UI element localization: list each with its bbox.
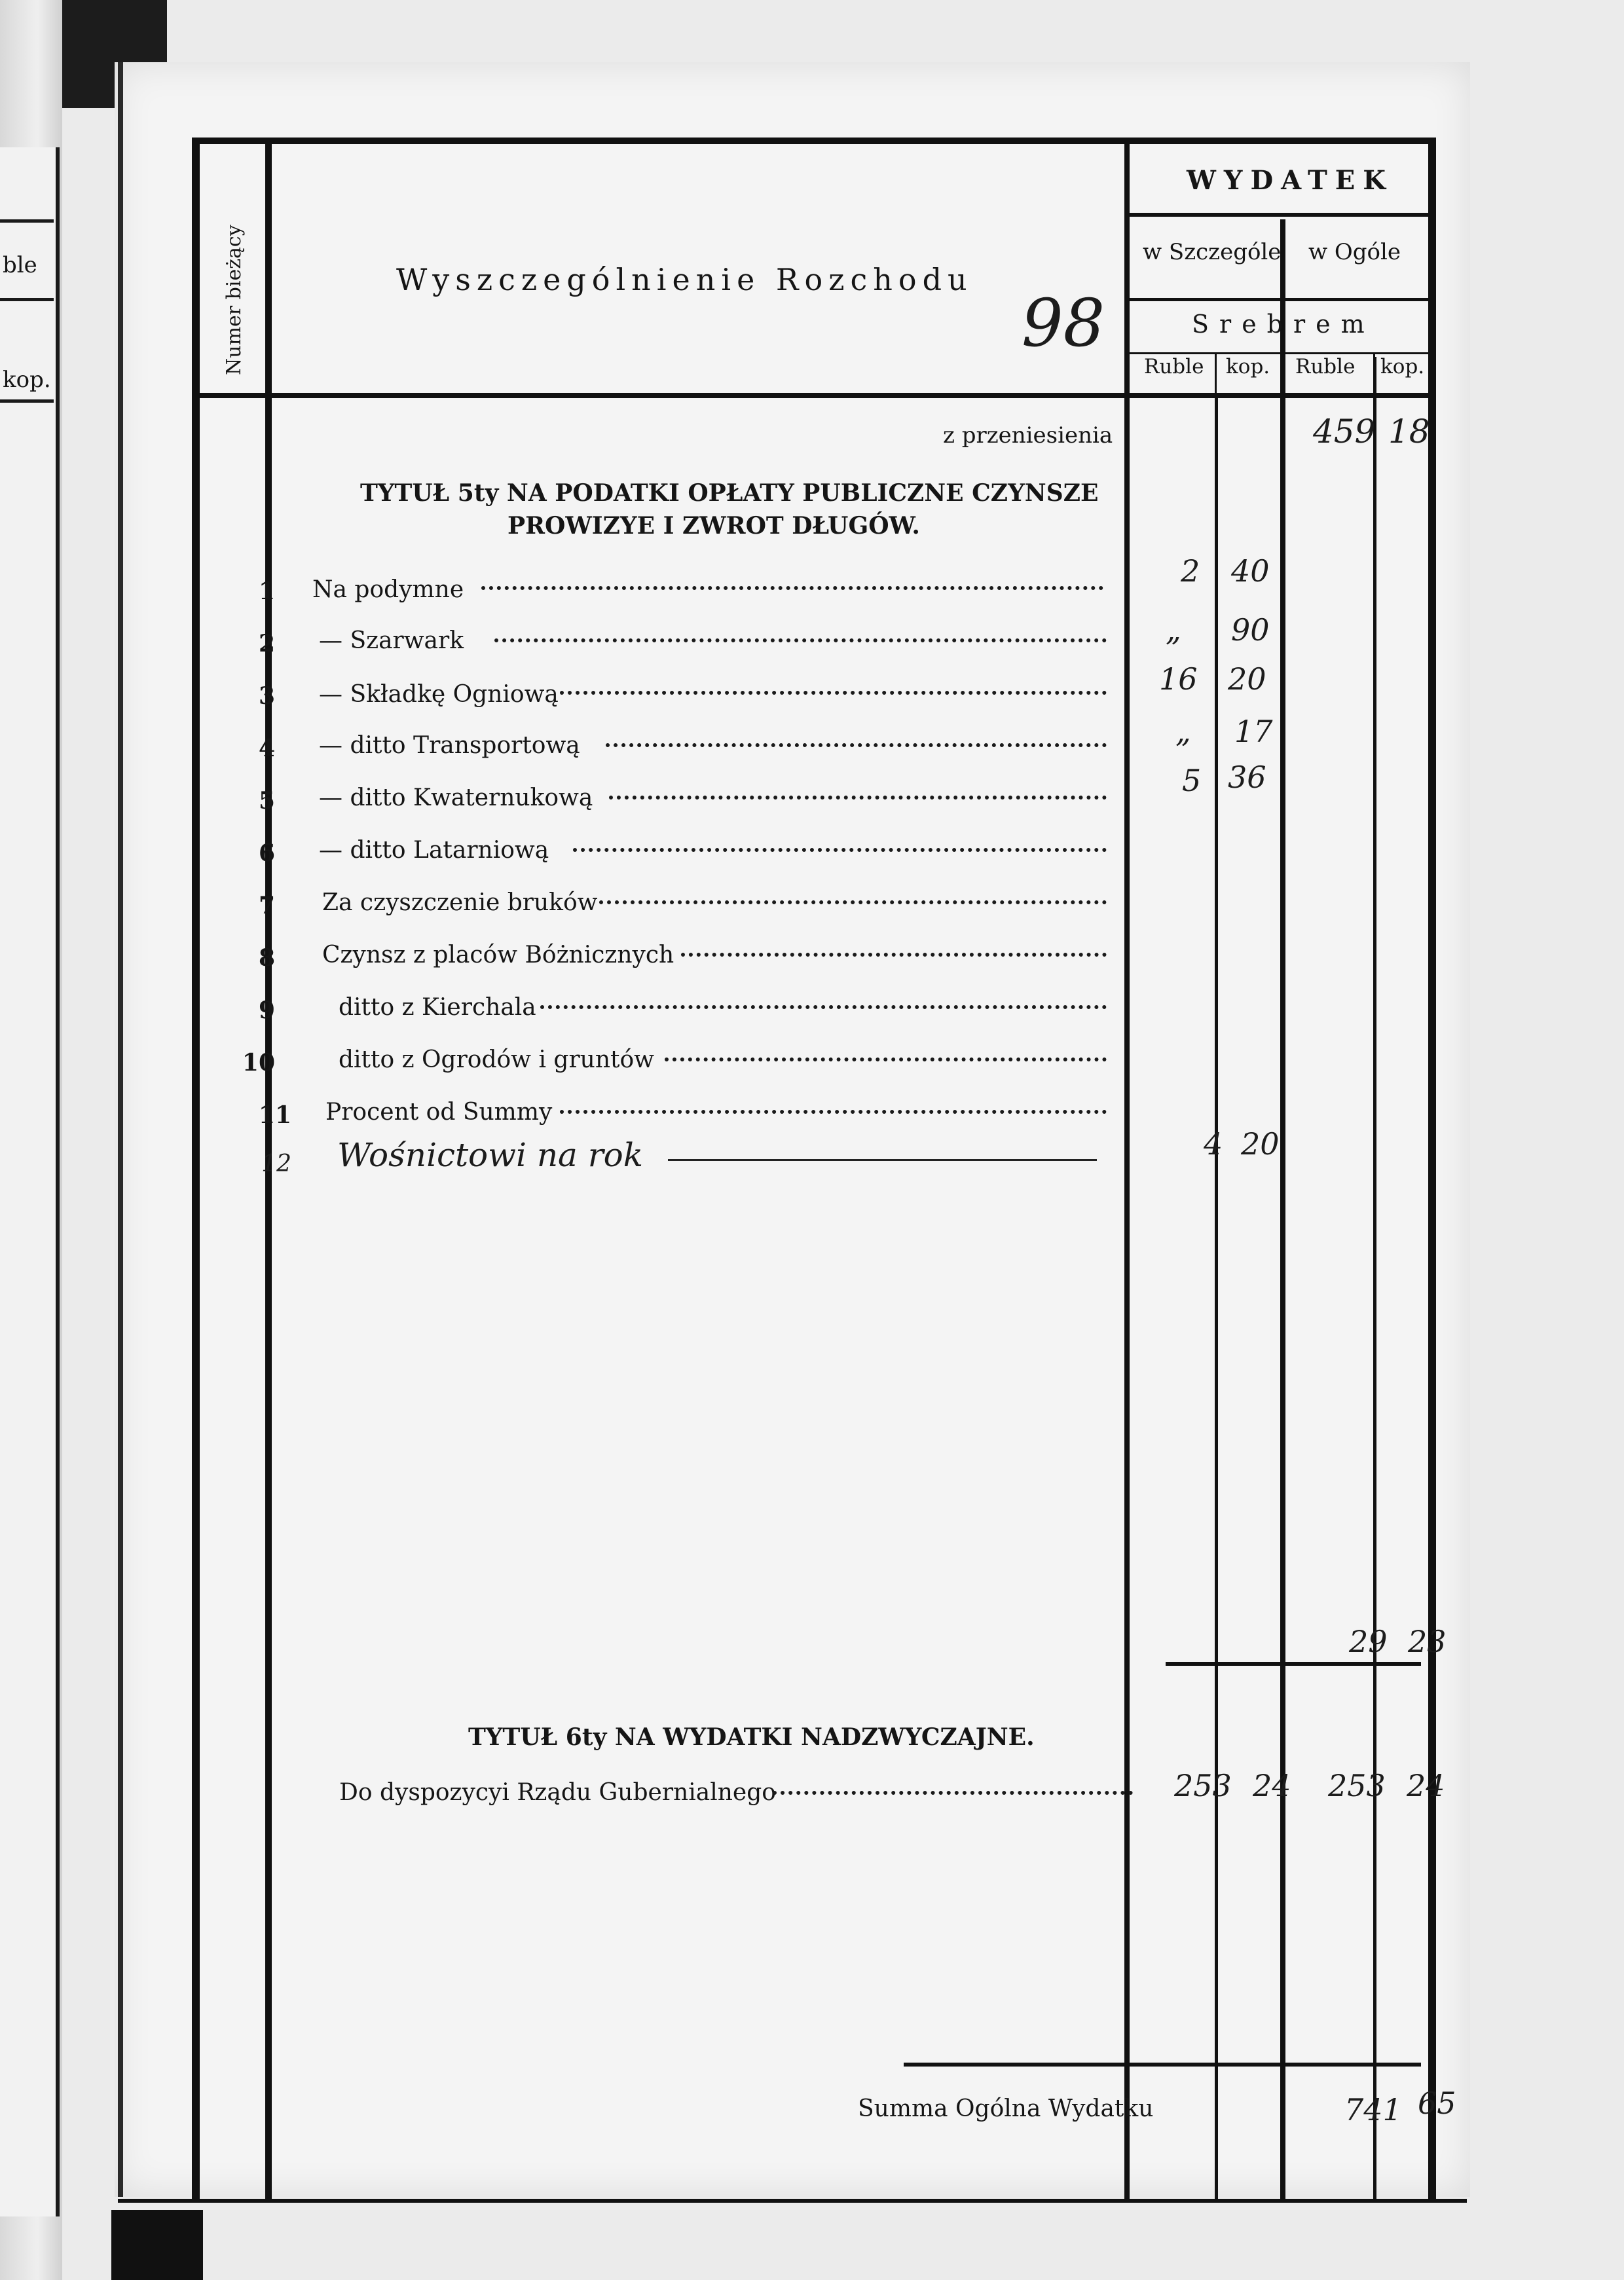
handwritten-page-number: 98 xyxy=(1022,285,1105,361)
title5-total-kop: 23 xyxy=(1408,1624,1447,1659)
kop-unit-header: kop. xyxy=(1226,355,1270,378)
carry-over-kop: 18 xyxy=(1388,413,1430,450)
carry-over-label: z przeniesienia xyxy=(943,422,1113,449)
row-label: Procent od Summy xyxy=(325,1099,553,1126)
row-ruble: 2 xyxy=(1181,553,1200,589)
ruble-unit-header: Ruble xyxy=(1295,355,1356,378)
row-ruble: 5 xyxy=(1182,763,1202,798)
row-label: — Szarwark xyxy=(319,627,464,654)
summa-ruble: 741 xyxy=(1344,2092,1402,2127)
dot-leader xyxy=(560,691,1107,695)
szczegol-kop-rule xyxy=(1215,393,1218,2200)
row-label: Do dyspozycyi Rządu Gubernialnego xyxy=(339,1779,776,1806)
row-number: 4 xyxy=(258,735,275,762)
row-ruble: „ xyxy=(1175,714,1191,749)
row-number: 3 xyxy=(258,682,275,710)
unit-divider xyxy=(1373,354,1375,394)
row-number: 12 xyxy=(261,1150,291,1177)
dot-leader xyxy=(773,1791,1133,1795)
section-title-5-line1: TYTUŁ 5ty NA PODATKI OPŁATY PUBLICZNE CZYNSZE xyxy=(360,479,1099,507)
srebrem-header: Srebrem xyxy=(1192,310,1375,339)
szczegol-header: w Szczególe xyxy=(1143,239,1282,265)
row-kop: 20 xyxy=(1241,1126,1280,1162)
szczegol-ruble: 253 xyxy=(1174,1768,1232,1803)
row-number: 10 xyxy=(242,1049,275,1076)
row-ruble: 16 xyxy=(1159,661,1198,697)
row-kop: 20 xyxy=(1228,661,1266,697)
dot-leader xyxy=(573,848,1107,852)
section-title-6: TYTUŁ 6ty NA WYDATKI NADZWYCZAJNE. xyxy=(468,1723,1035,1751)
dot-leader xyxy=(681,953,1107,957)
previous-page-rule xyxy=(0,219,54,223)
previous-page-rule xyxy=(0,399,54,403)
srebrem-rule xyxy=(1130,352,1428,354)
row-number: 5 xyxy=(258,787,275,815)
ogol-ruble: 253 xyxy=(1328,1768,1386,1803)
row-number-header: Numer bieżący xyxy=(223,225,246,375)
row-number: 11 xyxy=(258,1101,291,1129)
row-label: Czynsz z placów Bóżnicznych xyxy=(322,942,674,968)
row-number: 7 xyxy=(258,892,275,919)
subtotal-rule xyxy=(1166,1662,1244,1666)
previous-page-header-fragment: ble xyxy=(3,252,37,278)
row-label: ditto z Ogrodów i gruntów xyxy=(339,1046,654,1073)
dot-leader xyxy=(665,1057,1107,1061)
row-kop: 17 xyxy=(1234,714,1273,749)
wydatek-header: WYDATEK xyxy=(1187,165,1394,196)
binding-shadow xyxy=(111,2210,203,2280)
row-kop: 36 xyxy=(1228,760,1266,795)
row-ruble: 4 xyxy=(1204,1126,1223,1162)
row-number: 6 xyxy=(258,839,275,867)
section-title-5-line2: PROWIZYE I ZWROT DŁUGÓW. xyxy=(507,512,920,540)
ogol-kop: 24 xyxy=(1407,1768,1445,1803)
carry-over-ruble: 459 xyxy=(1313,413,1376,450)
unit-divider xyxy=(1215,354,1217,394)
page-title: Wyszczególnienie Rozchodu xyxy=(396,262,973,297)
summa-kop: 65 xyxy=(1418,2086,1456,2121)
kop-unit-header: kop. xyxy=(1380,355,1425,378)
dot-leader xyxy=(481,586,1103,590)
summa-rule xyxy=(904,2063,1421,2067)
title5-total-ruble: 29 xyxy=(1349,1624,1388,1659)
row-ruble: „ xyxy=(1166,612,1181,648)
row-number: 8 xyxy=(258,944,275,972)
row-label: — ditto Transportową xyxy=(319,732,580,759)
dot-leader xyxy=(560,1110,1107,1114)
detail-rule xyxy=(1130,298,1428,301)
ogol-kop-rule xyxy=(1373,357,1376,2200)
row-number: 9 xyxy=(258,997,275,1024)
row-number: 1 xyxy=(258,578,275,605)
szczegol-ogol-rule xyxy=(1280,219,1285,2200)
handwritten-row-label: Wośnictowi na rok xyxy=(337,1136,644,1174)
ogol-header: w Ogóle xyxy=(1308,239,1401,265)
previous-page-unit-fragment: kop. xyxy=(3,367,51,393)
row-label: Na podymne xyxy=(312,576,464,603)
row-label: — ditto Latarniową xyxy=(319,837,549,864)
description-column-rule xyxy=(1124,144,1130,2200)
handwritten-dash-line xyxy=(668,1159,1097,1161)
subtotal-rule xyxy=(1244,1662,1421,1666)
row-label: — Składkę Ogniową xyxy=(319,681,559,708)
previous-page-rule xyxy=(0,298,54,301)
row-label: Za czyszczenie bruków xyxy=(322,889,598,916)
dot-leader xyxy=(609,796,1107,800)
row-kop: 40 xyxy=(1231,553,1270,589)
row-number: 2 xyxy=(258,630,275,657)
dot-leader xyxy=(606,743,1107,747)
page-edge xyxy=(118,62,123,2197)
row-label: ditto z Kierchala xyxy=(339,994,536,1021)
wydatek-rule xyxy=(1130,213,1428,217)
dot-leader xyxy=(599,900,1107,904)
ruble-unit-header: Ruble xyxy=(1144,355,1204,378)
dot-leader xyxy=(494,638,1107,642)
dot-leader xyxy=(540,1005,1107,1009)
summa-label: Summa Ogólna Wydatku xyxy=(858,2095,1154,2122)
row-label: — ditto Kwaternukową xyxy=(319,784,593,811)
page-bottom-rule xyxy=(118,2199,1467,2203)
szczegol-kop: 24 xyxy=(1253,1768,1291,1803)
previous-page-edge xyxy=(0,147,60,2216)
row-kop: 90 xyxy=(1231,612,1270,648)
header-rule xyxy=(200,393,1430,398)
